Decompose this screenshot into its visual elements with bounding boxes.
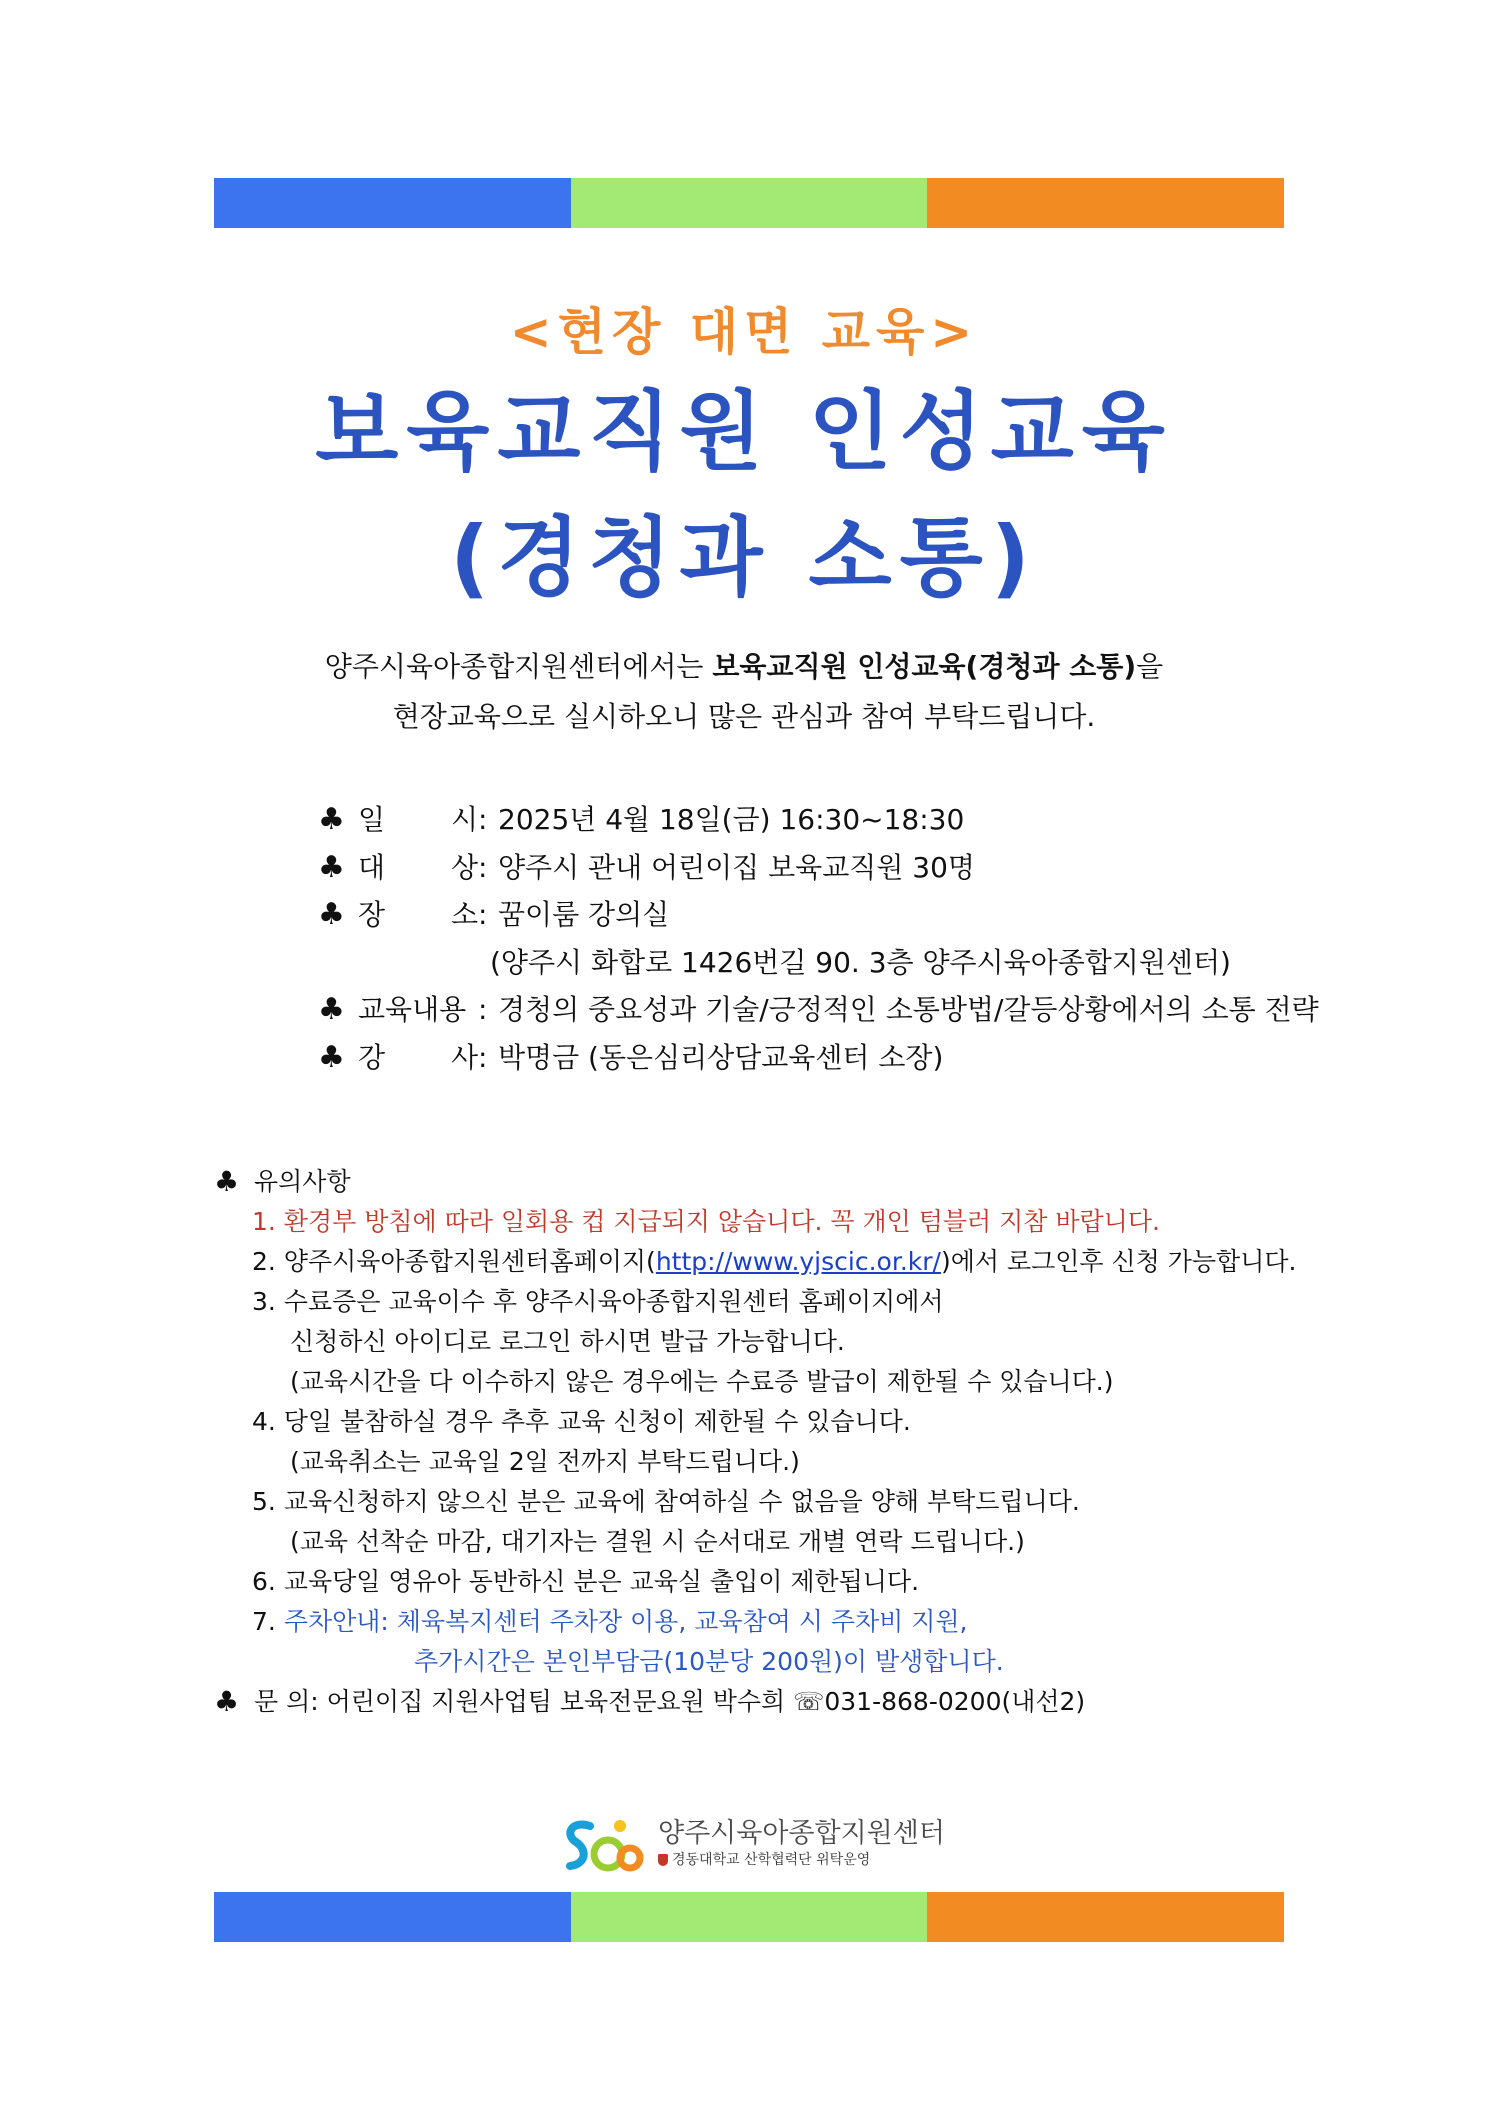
intro-paragraph: [0, 642, 1488, 742]
top-color-bar: [214, 178, 1284, 228]
club-icon: ♣: [318, 802, 345, 837]
notice-text: [252, 1242, 1296, 1282]
club-icon: ♣: [214, 1165, 240, 1198]
bar-segment-orange: [927, 1892, 1284, 1942]
notice-text: [252, 1602, 968, 1642]
center-logo: [560, 1812, 945, 1876]
center-logo-icon: [560, 1812, 648, 1876]
intro-text: 양주시육아종합지원센터에서는: [324, 650, 713, 683]
page-title: 보육교직원 인성교육: [315, 382, 1173, 482]
info-value-place: 꿈이룸 강의실: [498, 898, 670, 931]
event-type-subtitle: <현장 대면 교육>: [509, 303, 979, 361]
notice-text: 6. 교육당일 영유아 동반하신 분은 교육실 출입이 제한됩니다.: [252, 1567, 920, 1596]
notice-heading: 유의사항: [254, 1167, 351, 1196]
club-icon: ♣: [318, 992, 345, 1027]
bar-segment-blue: [214, 178, 571, 228]
notice-number: 7.: [252, 1607, 284, 1636]
club-icon: ♣: [318, 1039, 345, 1075]
label-text: 교육내용: [358, 993, 467, 1026]
university-emblem-icon: [658, 1854, 668, 1866]
contact-value: 어린이집 지원사업팀 보육전문요원 박수희 ☏031-868-0200(내선2): [326, 1687, 1086, 1716]
notice-text-part: )에서 로그인후 신청 가능합니다.: [940, 1247, 1297, 1276]
label-char: 장: [358, 898, 386, 931]
info-label-place: 장 소 :: [358, 891, 490, 939]
center-operator: [658, 1850, 945, 1870]
center-operator-text: 경동대학교 산학협력단 위탁운영: [672, 1852, 871, 1868]
page-title-sub: (경청과 소통): [450, 508, 1038, 608]
label-char: 시: [450, 803, 478, 836]
parking-notice: 주차안내: 체육복지센터 주차장 이용, 교육참여 시 주차비 지원,: [283, 1607, 968, 1636]
info-value-lecturer: 박명금 (동은심리상담교육센터 소장): [498, 1040, 944, 1074]
info-label-target: 대 상 :: [358, 844, 490, 892]
intro-line-2: 현장교육으로 실시하오니 많은 관심과 참여 부탁드립니다.: [392, 700, 1096, 733]
club-icon: ♣: [318, 897, 345, 932]
intro-line-1: [0, 642, 1488, 692]
notice-text-part: 2. 양주시육아종합지원센터홈페이지(: [252, 1247, 656, 1276]
notice-text: 1. 환경부 방침에 따라 일회용 컵 지급되지 않습니다. 꼭 개인 텀블러 지참 바랍니다.: [252, 1207, 1160, 1236]
club-icon: ♣: [214, 1685, 240, 1718]
contact-label: 문 의:: [254, 1687, 319, 1716]
homepage-link[interactable]: http://www.yjscic.or.kr/: [655, 1247, 941, 1276]
bar-segment-green: [571, 178, 928, 228]
notice-text: (교육취소는 교육일 2일 전까지 부탁드립니다.): [290, 1447, 800, 1476]
center-logo-text: [658, 1818, 945, 1870]
club-icon: ♣: [318, 849, 345, 885]
label-char: 강: [358, 1040, 386, 1074]
info-value-place-address: (양주시 화합로 1426번길 90. 3층 양주시육아종합지원센터): [490, 945, 1231, 979]
label-char: 사: [450, 1040, 478, 1074]
notice-text: 5. 교육신청하지 않으신 분은 교육에 참여하실 수 없음을 양해 부탁드립니다.: [252, 1487, 1080, 1516]
notice-text: 신청하신 아이디로 로그인 하시면 발급 가능합니다.: [290, 1327, 845, 1356]
label-char: 대: [358, 850, 386, 884]
intro-text-suffix: 을: [1136, 650, 1164, 683]
info-label-date: 일 시 :: [358, 796, 490, 844]
label-char: 소: [450, 898, 478, 931]
info-value-date: 2025년 4월 18일(금) 16:30~18:30: [498, 803, 965, 836]
info-label-content: 교육내용 :: [358, 986, 490, 1034]
label-char: 일: [358, 803, 386, 836]
bar-segment-orange: [927, 178, 1284, 228]
intro-program-name: 보육교직원 인성교육(경청과 소통): [712, 650, 1137, 683]
notice-text: 4. 당일 불참하실 경우 추후 교육 신청이 제한될 수 있습니다.: [252, 1407, 911, 1436]
bar-segment-green: [571, 1892, 928, 1942]
contact-text: [254, 1682, 1085, 1722]
info-value-content: 경청의 중요성과 기술/긍정적인 소통방법/갈등상황에서의 소통 전략: [498, 993, 1319, 1026]
bar-segment-blue: [214, 1892, 571, 1942]
notice-text: (교육 선착순 마감, 대기자는 결원 시 순서대로 개별 연락 드립니다.): [290, 1527, 1025, 1556]
bottom-color-bar: [214, 1892, 1284, 1942]
notice-text: (교육시간을 다 이수하지 않은 경우에는 수료증 발급이 제한될 수 있습니다.): [290, 1367, 1114, 1396]
label-char: 상: [450, 850, 478, 884]
info-label-lecturer: 강 사 :: [358, 1034, 490, 1082]
notice-text: 3. 수료증은 교육이수 후 양주시육아종합지원센터 홈페이지에서: [252, 1287, 944, 1316]
info-value-target: 양주시 관내 어린이집 보육교직원 30명: [498, 850, 975, 884]
parking-notice-cont: 추가시간은 본인부담금(10분당 200원)이 발생합니다.: [414, 1647, 1004, 1676]
center-name: 양주시육아종합지원센터: [658, 1818, 945, 1849]
